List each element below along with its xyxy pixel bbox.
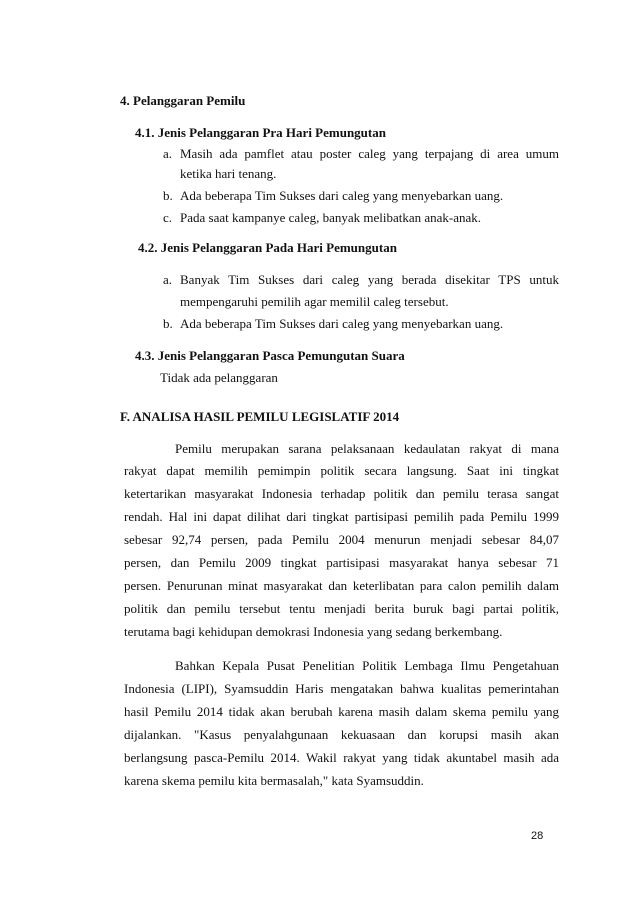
paragraph-line: terutama bagi kehidupan demokrasi Indonesia yang sedang berkembang.	[124, 624, 503, 639]
paragraph-line: berlangsung pasca-Pemilu 2014. Wakil rakyat yang tidak akuntabel masih ada	[124, 750, 559, 765]
list-marker: a.	[163, 272, 173, 287]
page-number: 28	[531, 830, 544, 842]
paragraph-line: hasil Pemilu 2014 tidak akan berubah karena masih dalam skema pemilu yang	[124, 704, 559, 719]
paragraph-line: persen, dan Pemilu 2009 tingkat partisipasi masyarakat hanya sebesar 71	[124, 555, 559, 570]
paragraph-line: rakyat dapat memilih pemimpin politik secara langsung. Saat ini tingkat	[124, 463, 559, 478]
paragraph-line: persen. Penurunan minat masyarakat dan keterlibatan para calon pemilih dalam	[124, 578, 559, 593]
list-item-line: Ada beberapa Tim Sukses dari caleg yang menyebarkan uang.	[180, 316, 504, 331]
paragraph-line: politik dan pemilu tersebut tentu menjadi berita buruk bagi partai politik,	[124, 601, 559, 616]
list-item-line: Banyak Tim Sukses dari caleg yang berada disekitar TPS untuk	[180, 272, 559, 287]
paragraph-line: sebesar 92,74 persen, pada Pemilu 2004 menurun menjadi sebesar 84,07	[124, 532, 559, 547]
section-heading-analisa: F. ANALISA HASIL PEMILU LEGISLATIF 2014	[120, 409, 400, 424]
paragraph-line: dijalankan. "Kasus penyalahgunaan kekuasaan dan korupsi masih akan	[124, 727, 559, 742]
section-heading-pelanggaran: 4. Pelanggaran Pemilu	[120, 93, 246, 108]
paragraph-line: Pemilu merupakan sarana pelaksanaan kedaulatan rakyat di mana	[175, 441, 559, 456]
subsection-text: Tidak ada pelanggaran	[160, 370, 278, 385]
paragraph-line: Indonesia (LIPI), Syamsuddin Haris mengatakan bahwa kualitas pemerintahan	[124, 681, 559, 696]
list-marker: a.	[163, 146, 173, 161]
list-item-line: ketika hari tenang.	[180, 166, 277, 181]
paragraph-line: rendah. Hal ini dapat dilihat dari tingkat partisipasi pemilih pada Pemilu 1999	[124, 509, 559, 524]
list-item-line: Masih ada pamflet atau poster caleg yang terpajang di area umum	[180, 146, 559, 161]
paragraph-line: karena skema pemilu kita bermasalah," kata Syamsuddin.	[124, 773, 424, 788]
list-marker: b.	[163, 316, 173, 331]
subsection-heading-4-1: 4.1. Jenis Pelanggaran Pra Hari Pemungutan	[135, 125, 386, 140]
list-item-line: mempengaruhi pemilih agar memilil caleg tersebut.	[180, 294, 449, 309]
subsection-heading-4-2: 4.2. Jenis Pelanggaran Pada Hari Pemungutan	[138, 240, 397, 255]
list-item-line: Pada saat kampanye caleg, banyak melibatkan anak-anak.	[180, 210, 482, 225]
paragraph-line: Bahkan Kepala Pusat Penelitian Politik Lembaga Ilmu Pengetahuan	[175, 658, 559, 673]
paragraph-line: ketertarikan masyarakat Indonesia terhadap politik dan pemilu terasa sangat	[124, 486, 559, 501]
list-marker: b.	[163, 188, 173, 203]
list-marker: c.	[163, 210, 173, 225]
subsection-heading-4-3: 4.3. Jenis Pelanggaran Pasca Pemungutan Suara	[135, 348, 405, 363]
list-item-line: Ada beberapa Tim Sukses dari caleg yang menyebarkan uang.	[180, 188, 504, 203]
